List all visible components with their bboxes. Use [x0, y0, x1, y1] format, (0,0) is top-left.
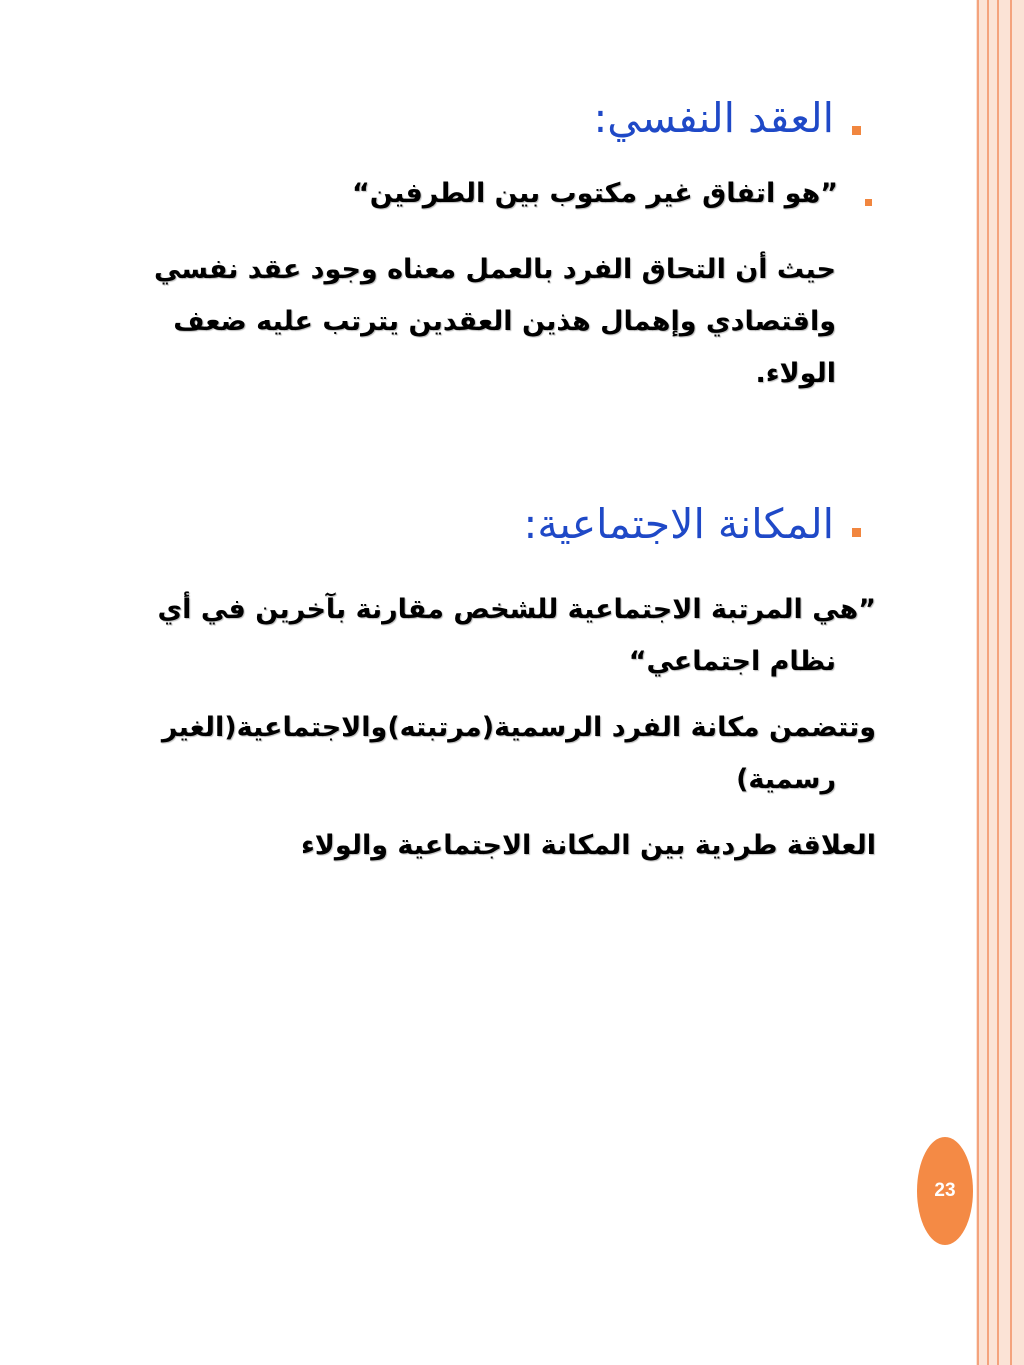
- psychological-contract-paragraph: [60, 244, 836, 400]
- bullet-square: [852, 126, 861, 135]
- components-line: رسمية): [736, 764, 836, 795]
- border-line-1: [977, 0, 979, 1365]
- social-status-definition: [60, 584, 876, 688]
- social-status-components: [60, 702, 876, 806]
- components-line: وتتضمن مكانة الفرد الرسمية(مرتبته)والاجتماعية(الغير: [161, 712, 876, 743]
- section-heading-psychological-contract: العقد النفسي:: [593, 94, 834, 142]
- border-line-3: [997, 0, 999, 1365]
- status-loyalty-relation: العلاقة طردية بين المكانة الاجتماعية والولاء: [300, 830, 876, 861]
- decorative-right-border: [976, 0, 1024, 1365]
- paragraph-line: الولاء.: [755, 358, 836, 389]
- border-line-4: [1010, 0, 1012, 1365]
- psychological-contract-definition: ”هو اتفاق غير مكتوب بين الطرفين“: [352, 178, 838, 209]
- bullet-square: [852, 528, 861, 537]
- bullet-square: [865, 199, 872, 206]
- definition-line: ”هي المرتبة الاجتماعية للشخص مقارنة بآخرين في أي: [157, 594, 876, 625]
- page-number-badge: [917, 1137, 973, 1245]
- paragraph-line: حيث أن التحاق الفرد بالعمل معناه وجود عقد نفسي: [154, 254, 836, 285]
- paragraph-line: واقتصادي وإهمال هذين العقدين يترتب عليه ضعف: [173, 306, 836, 337]
- page-number: 23: [934, 1180, 956, 1201]
- definition-line: نظام اجتماعي“: [628, 646, 836, 677]
- section-heading-social-status: المكانة الاجتماعية:: [523, 500, 834, 548]
- border-line-2: [987, 0, 989, 1365]
